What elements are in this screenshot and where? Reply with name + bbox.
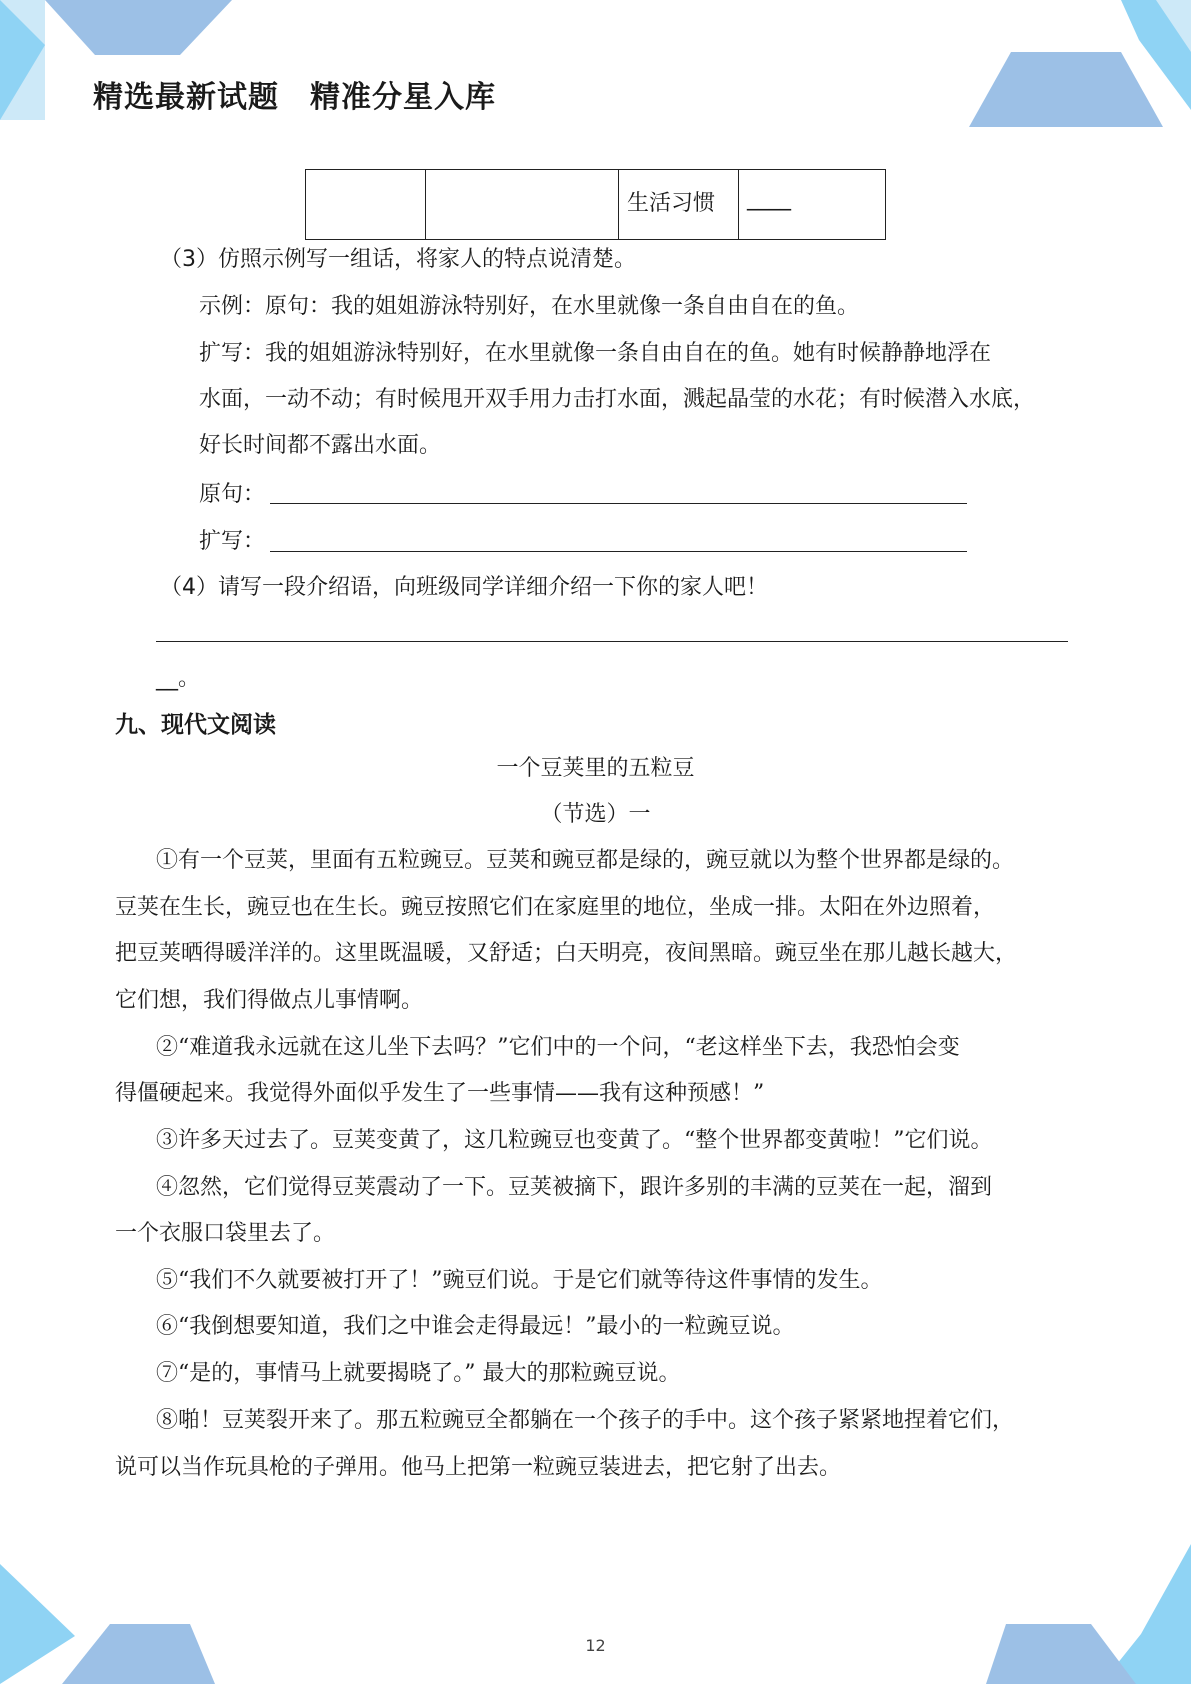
- q3-expand-line-2: 水面，一动不动；有时候甩开双手用力击打水面，溅起晶莹的水花；有时候潜入水底，: [199, 387, 1036, 412]
- page-number: 12: [585, 1636, 606, 1655]
- q4-answer-line[interactable]: [156, 641, 1068, 642]
- table-cell-blank[interactable]: ____: [739, 170, 886, 240]
- passage-line-8: ④忽然，它们觉得豆荚震动了一下。豆荚被摘下，跟许多别的丰满的豆荚在一起，溜到: [156, 1175, 993, 1200]
- passage-line-9: 一个衣服口袋里去了。: [115, 1221, 336, 1246]
- table-row: [306, 170, 886, 240]
- passage-subtitle: （节选）一: [540, 802, 651, 827]
- bottom-left-decoration: [0, 1544, 240, 1684]
- q3-expand-line-3: 好长时间都不露出水面。: [199, 433, 442, 458]
- passage-line-1: ①有一个豆荚，里面有五粒豌豆。豆荚和豌豆都是绿的，豌豆就以为整个世界都是绿的。: [156, 848, 1015, 873]
- expand-answer-line[interactable]: [270, 551, 967, 552]
- expand-label: 扩写：: [199, 529, 266, 554]
- q3-example: 示例：原句：我的姐姐游泳特别好，在水里就像一条自由自在的鱼。: [199, 294, 860, 319]
- passage-line-3: 把豆荚晒得暖洋洋的。这里既温暖，又舒适；白天明亮，夜间黑暗。豌豆坐在那儿越长越大，: [115, 941, 1018, 966]
- q3-expand-line-1: 扩写：我的姐姐游泳特别好，在水里就像一条自由自在的鱼。她有时候静静地浮在: [199, 341, 992, 366]
- passage-line-6: 得僵硬起来。我觉得外面似乎发生了一些事情——我有这种预感！”: [115, 1081, 765, 1106]
- passage-line-2: 豆荚在生长，豌豆也在生长。豌豆按照它们在家庭里的地位，坐成一排。太阳在外边照着，: [115, 895, 996, 920]
- section-title: 九、现代文阅读: [115, 712, 276, 738]
- passage-line-14: 说可以当作玩具枪的子弹用。他马上把第一粒豌豆装进去，把它射了出去。: [115, 1455, 842, 1480]
- q4-end-mark: __。: [156, 666, 201, 691]
- passage-line-12: ⑦“是的，事情马上就要揭晓了。” 最大的那粒豌豆说。: [156, 1361, 681, 1386]
- passage-line-5: ②“难道我永远就在这儿坐下去吗？”它们中的一个问，“老这样坐下去，我恐怕会变: [156, 1035, 960, 1060]
- q4-prompt: （4）请写一段介绍语，向班级同学详细介绍一下你的家人吧！: [160, 575, 768, 600]
- table-cell-label: 生活习惯: [619, 170, 739, 240]
- passage-line-11: ⑥“我倒想要知道，我们之中谁会走得最远！”最小的一粒豌豆说。: [156, 1314, 795, 1339]
- header-title: 精选最新试题 精准分星入库: [93, 80, 496, 115]
- passage-line-7: ③许多天过去了。豆荚变黄了，这几粒豌豆也变黄了。“整个世界都变黄啦！”它们说。: [156, 1128, 993, 1153]
- q3-prompt: （3）仿照示例写一组话，将家人的特点说清楚。: [160, 247, 636, 272]
- top-right-decoration: [931, 0, 1191, 130]
- original-label: 原句：: [199, 482, 266, 507]
- bottom-right-decoration: [951, 1544, 1191, 1684]
- table-cell-empty-2: [426, 170, 619, 240]
- passage-line-10: ⑤“我们不久就要被打开了！”豌豆们说。于是它们就等待这件事情的发生。: [156, 1268, 883, 1293]
- passage-title: 一个豆荚里的五粒豆: [496, 756, 695, 781]
- table-cell-empty-1: [306, 170, 426, 240]
- passage-line-4: 它们想，我们得做点儿事情啊。: [115, 988, 424, 1013]
- passage-line-13: ⑧啪！豆荚裂开来了。那五粒豌豆全都躺在一个孩子的手中。这个孩子紧紧地捏着它们，: [156, 1408, 1015, 1433]
- original-answer-line[interactable]: [270, 503, 967, 504]
- family-table: [305, 169, 886, 240]
